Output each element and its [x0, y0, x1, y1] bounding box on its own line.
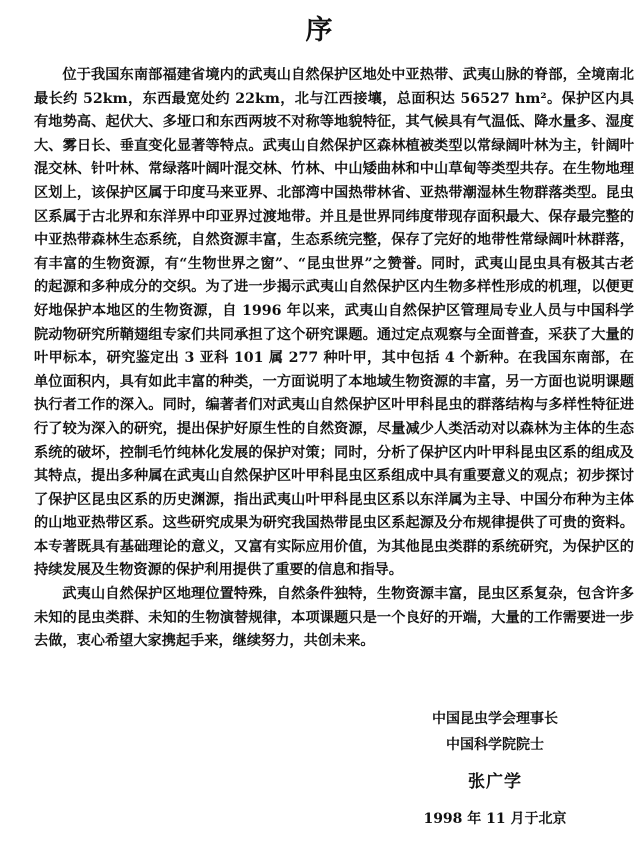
signature-affiliation-academy: 中国科学院院士	[446, 737, 544, 753]
signature-block	[400, 706, 590, 832]
page-title: 序	[305, 15, 335, 46]
signature-date: 1998 年 11 月于北京	[423, 811, 567, 827]
preface-body	[34, 64, 634, 654]
signature-name: 张广学	[468, 772, 522, 792]
paragraph-2: 武夷山自然保护区地理位置特殊，自然条件独特，生物资源丰富，昆虫区系复杂，包含许多未知的昆虫类群、未知的生物演替规律，本项课题只是一个良好的开端，大量的工作需要进一步去做，衷心希望大家携起手来，继续努力，共创未来。	[34, 586, 634, 650]
signature-affiliation-society: 中国昆虫学会理事长	[432, 711, 558, 727]
paragraph-1: 位于我国东南部福建省境内的武夷山自然保护区地处中亚热带、武夷山脉的脊部，全境南北最长约 52km，东西最宽处约 22km，北与江西接壤，总面积达 56527 hm²。保护区内具有地势高、起伏大、多垭口和东西两坡不对称等地貌特征，其气候具有气温低、降水量多、湿度大、雾日长、垂直变化显著等特点。武夷山自然保护区森林植被类型以常绿阔叶林为主，针阔叶混交林、针叶林、常绿落叶阔叶混交林、竹林、中山矮曲林和中山草甸等类型共存。在生物地理区划上，该保护区属于印度马来亚界、北部湾中国热带林省、亚热带潮湿林生物群落类型。昆虫区系属于古北界和东洋界中印亚界过渡地带。并且是世界同纬度带现存面积最大、保存最完整的中亚热带森林生态系统，自然资源丰富，生态系统完整，保存了完好的地带性常绿阔叶林群落，有丰富的生物资源，有“生物世界之窗”、“昆虫世界”之赞誉。同时，武夷山昆虫具有极其古老的起源和多种成分的交织。为了进一步揭示武夷山自然保护区内生物多样性形成的机理，以便更好地保护本地区的生物资源，自 1996 年以来，武夷山自然保护区管理局专业人员与中国科学院动物研究所鞘翅组专家们共同承担了这个研究课题。通过定点观察与全面普查，采获了大量的叶甲标本，研究鉴定出 3 亚科 101 属 277 种叶甲，其中包括 4 个新种。在我国东南部，在单位面积内，具有如此丰富的种类，一方面说明了本地域生物资源的丰富，另一方面也说明课题执行者工作的深入。同时，编著者们对武夷山自然保护区叶甲科昆虫的群落结构与多样性特征进行了较为深入的研究，提出保护好原生性的自然资源，尽量减少人类活动对以森林为主体的生态系统的破坏，控制毛竹纯林化发展的保护对策；同时，分析了保护区内叶甲科昆虫区系的组成及其特点，提出多种属在武夷山自然保护区叶甲科昆虫区系组成中具有重要意义的观点；初步探讨了保护区昆虫区系的历史渊源，指出武夷山叶甲科昆虫区系以东洋属为主导、中国分布种为主体的山地亚热带区系。这些研究成果为研究我国热带昆虫区系起源及分布规律提供了可贵的资料。本专著既具有基础理论的意义，又富有实际应用价值，为其他昆虫类群的系统研究，为保护区的持续发展及生物资源的保护利用提供了重要的信息和指导。	[34, 67, 634, 579]
